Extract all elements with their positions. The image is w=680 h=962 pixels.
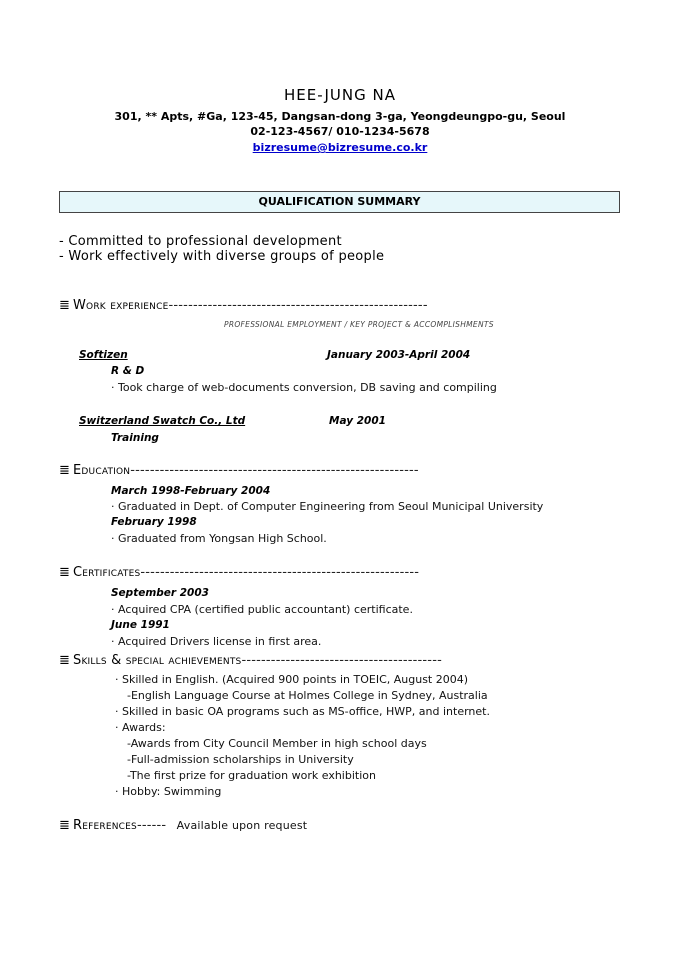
education-detail: · Graduated in Dept. of Computer Engineering from Seoul Municipal University bbox=[111, 500, 544, 513]
education-detail: · Graduated from Yongsan High School. bbox=[111, 532, 327, 545]
education-date: March 1998-February 2004 bbox=[111, 485, 271, 497]
section-rule: ----------------------------------------------------- bbox=[168, 298, 428, 313]
job-detail: · Took charge of web-documents conversion, DB saving and compiling bbox=[111, 381, 497, 394]
phone-number: 02-123-4567/ 010-1234-5678 bbox=[250, 125, 430, 138]
qualification-summary-heading: QUALIFICATION SUMMARY bbox=[59, 191, 620, 213]
section-marker-icon: ≣ bbox=[59, 653, 71, 668]
section-rule: ----------------------------------------- bbox=[241, 653, 442, 668]
qualification-item: - Committed to professional development bbox=[59, 234, 342, 249]
section-title: Work experience bbox=[73, 298, 169, 313]
qualification-item: - Work effectively with diverse groups of people bbox=[59, 249, 385, 264]
certificate-date: June 1991 bbox=[111, 619, 170, 631]
education-date: February 1998 bbox=[111, 516, 197, 528]
skill-line: -Full-admission scholarships in University bbox=[127, 753, 354, 766]
education-heading bbox=[59, 463, 419, 478]
section-marker-icon: ≣ bbox=[59, 463, 71, 478]
section-title: Certificates bbox=[73, 565, 141, 580]
section-marker-icon: ≣ bbox=[59, 565, 71, 580]
section-marker-icon: ≣ bbox=[59, 818, 71, 833]
resume-name: HEE-JUNG NA bbox=[284, 86, 396, 104]
references-text: Available upon request bbox=[176, 819, 308, 832]
job-date: May 2001 bbox=[329, 415, 386, 427]
certificate-detail: · Acquired Drivers license in first area. bbox=[111, 635, 322, 648]
section-rule: ------ bbox=[136, 818, 167, 833]
company-name: Switzerland Swatch Co., Ltd bbox=[79, 415, 246, 427]
skill-line: · Awards: bbox=[115, 721, 166, 734]
address: 301, ** Apts, #Ga, 123-45, Dangsan-dong 3-ga, Yeongdeungpo-gu, Seoul bbox=[114, 110, 566, 123]
certificate-date: September 2003 bbox=[111, 587, 209, 599]
section-title: References bbox=[73, 818, 137, 833]
skill-line: -English Language Course at Holmes College in Sydney, Australia bbox=[127, 689, 488, 702]
skill-line: · Skilled in basic OA programs such as MS-office, HWP, and internet. bbox=[115, 705, 490, 718]
section-rule: --------------------------------------------------------- bbox=[140, 565, 420, 580]
section-rule: ----------------------------------------------------------- bbox=[130, 463, 419, 478]
company-name: Softizen bbox=[79, 349, 128, 361]
job-role: Training bbox=[111, 432, 159, 444]
certificate-detail: · Acquired CPA (certified public accountant) certificate. bbox=[111, 603, 413, 616]
section-title: Skills & special achievements bbox=[73, 653, 242, 668]
skills-heading bbox=[59, 653, 442, 668]
work-subtitle: PROFESSIONAL EMPLOYMENT / KEY PROJECT & ACCOMPLISHMENTS bbox=[224, 320, 494, 329]
skill-line: · Hobby: Swimming bbox=[115, 785, 222, 798]
section-marker-icon: ≣ bbox=[59, 298, 71, 313]
job-date: January 2003-April 2004 bbox=[327, 349, 471, 361]
email-line bbox=[0, 141, 680, 154]
skill-line: -Awards from City Council Member in high school days bbox=[127, 737, 427, 750]
skill-line: · Skilled in English. (Acquired 900 points in TOEIC, August 2004) bbox=[115, 673, 469, 686]
email-link[interactable]: bizresume@bizresume.co.kr bbox=[252, 141, 428, 154]
skill-line: -The first prize for graduation work exhibition bbox=[127, 769, 376, 782]
section-title: Education bbox=[73, 463, 131, 478]
job-role: R & D bbox=[111, 365, 145, 377]
work-experience-heading bbox=[59, 298, 428, 313]
references-heading bbox=[59, 818, 307, 833]
certificates-heading bbox=[59, 565, 419, 580]
